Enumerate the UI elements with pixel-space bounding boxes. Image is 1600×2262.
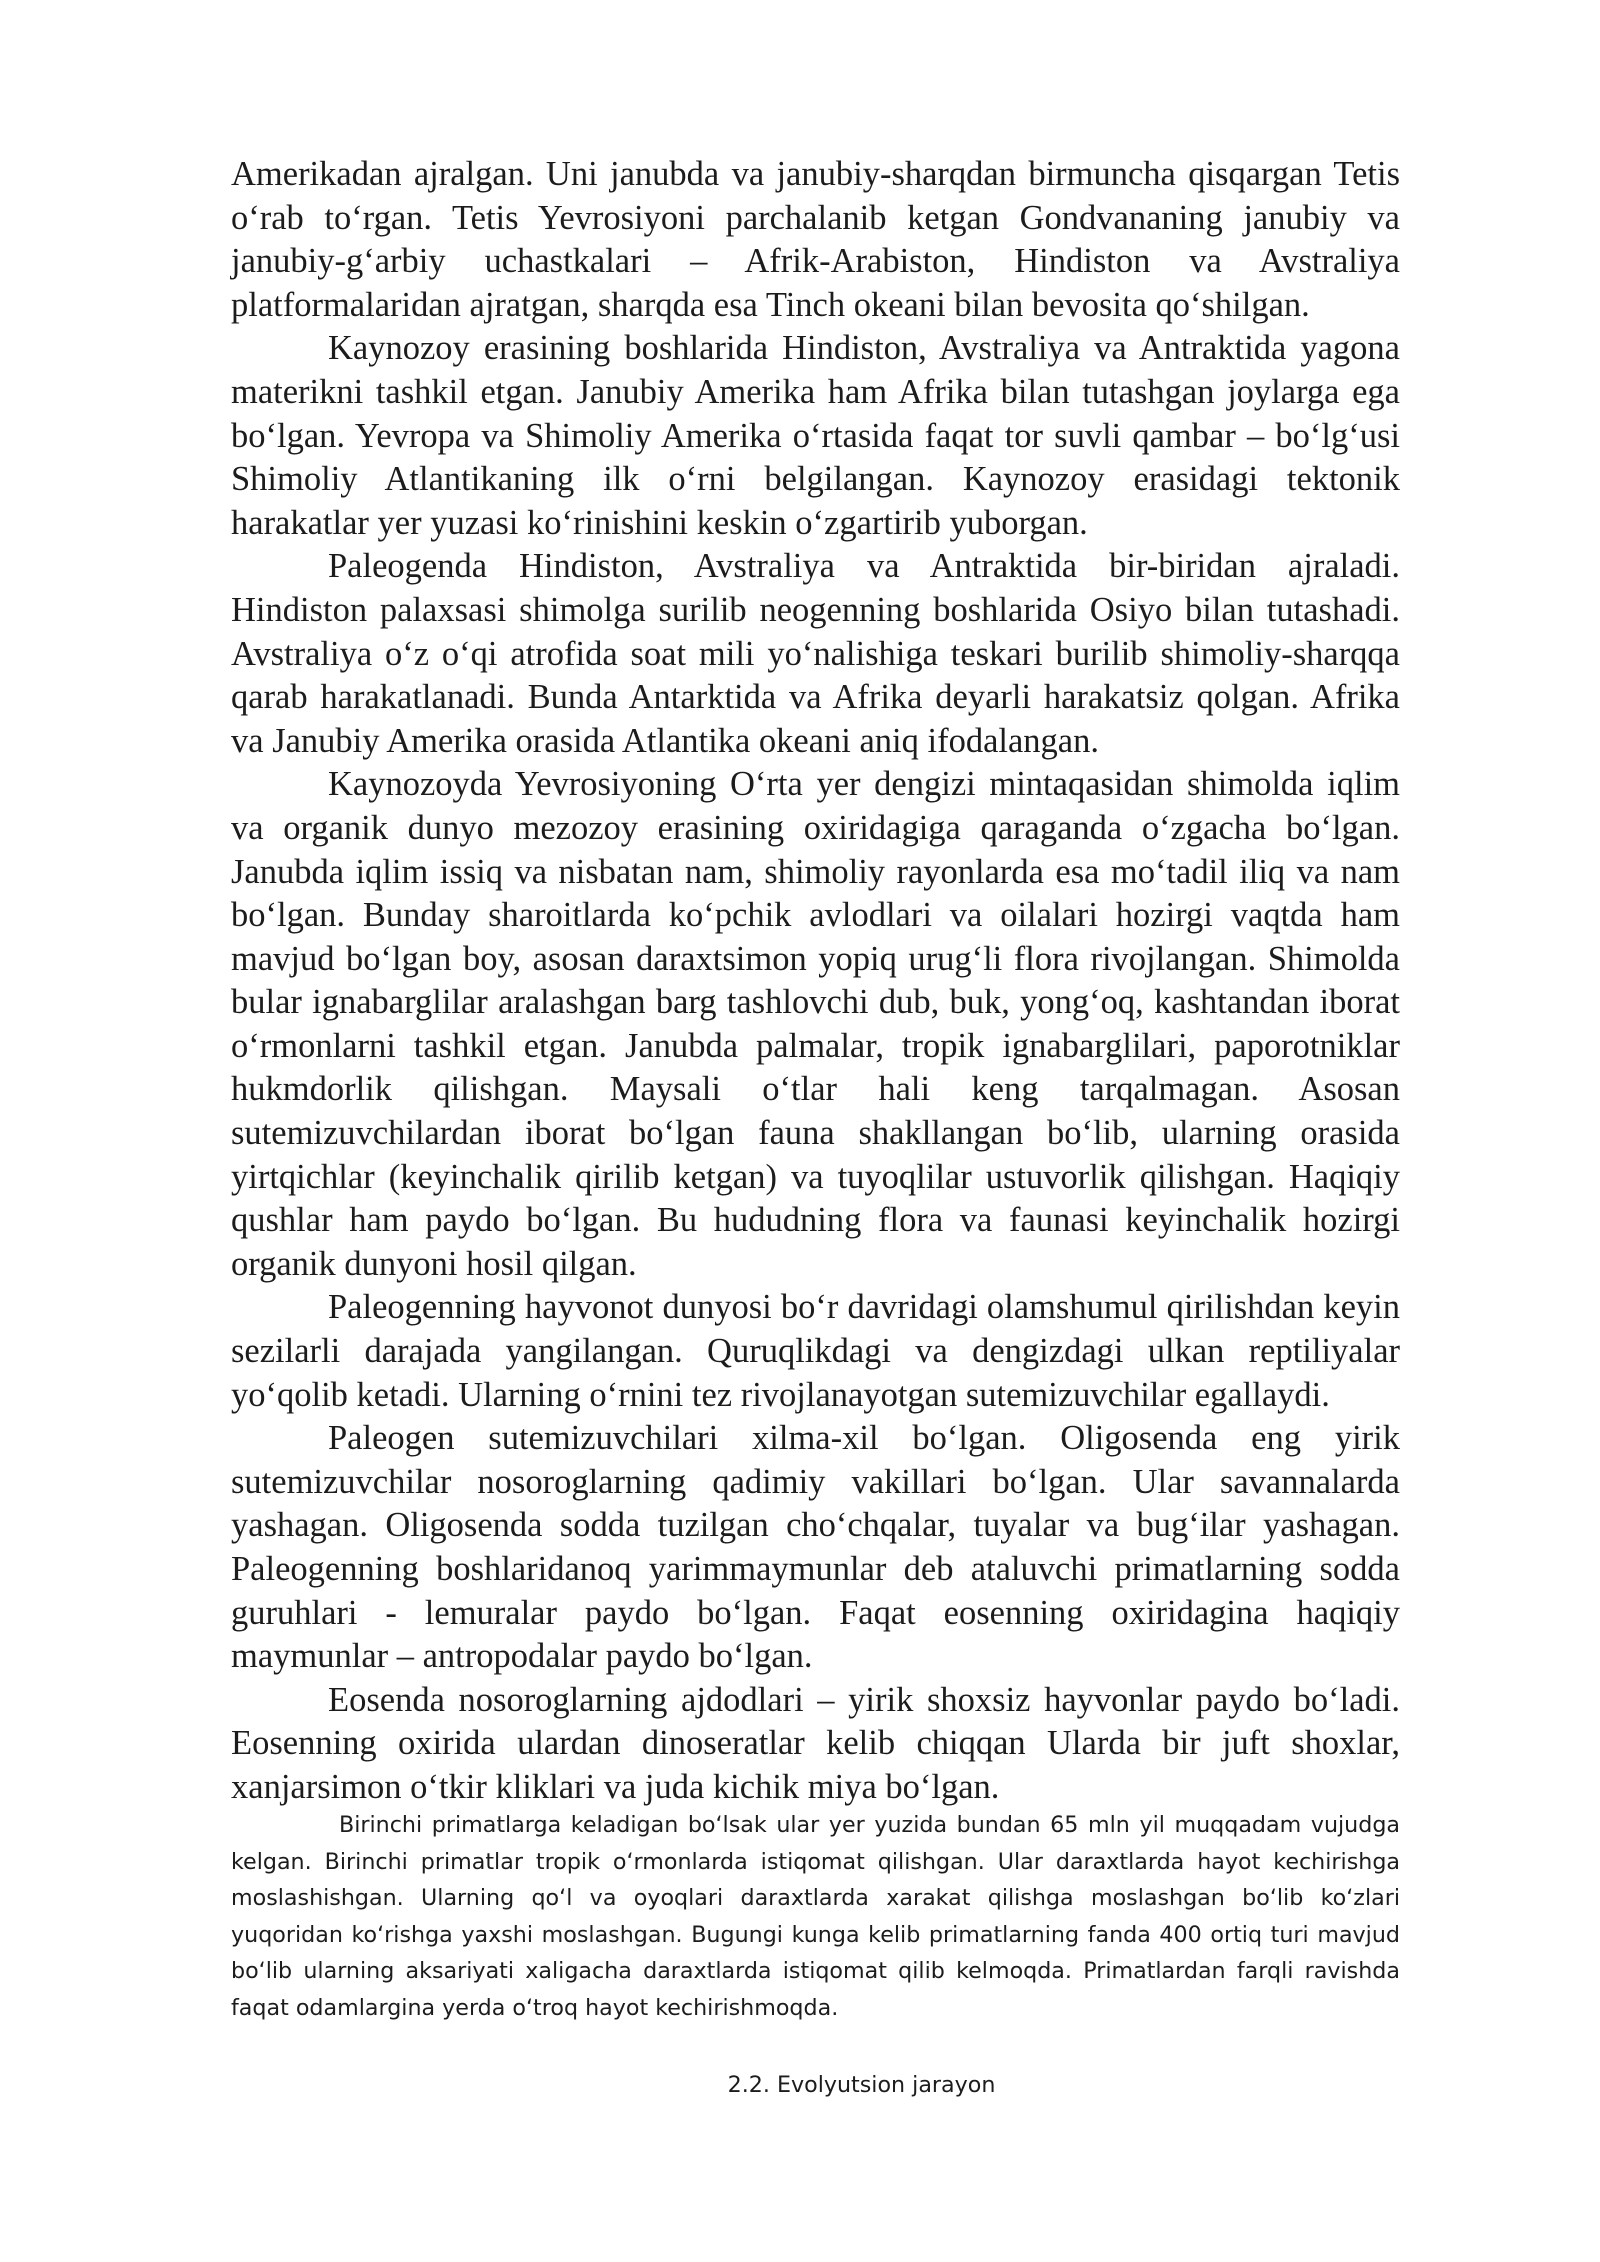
section-heading: 2.2. Evolyutsion jarayon xyxy=(727,2072,996,2098)
paragraph: Kaynozoyda Yevrosiyoning O‘rta yer dengizi mintaqasidan shimolda iqlim va organik dunyo mezozoy erasining oxiridagiga qaraganda o‘zgacha bo‘lgan. Janubda iqlim issiq va nisbatan nam, shimoliy rayonlarda esa mo‘tadil iliq va nam bo‘lgan. Bunday sharoitlarda ko‘pchik avlodlari va oilalari hozirgi vaqtda ham mavjud bo‘lgan boy, asosan daraxtsimon yopiq urug‘li flora rivojlangan. Shimolda bular ignabarglilar aralashgan barg tashlovchi dub, buk, yong‘oq, kashtandan iborat o‘rmonlarni tashkil etgan. Janubda palmalar, tropik ignabarglilari, paporotniklar hukmdorlik qilishgan. Maysali o‘tlar hali keng tarqalmagan. Asosan sutemizuvchilardan iborat bo‘lgan fauna shakllangan bo‘lib, ularning orasida yirtqichlar (keyinchalik qirilib ketgan) va tuyoqlilar ustuvorlik qilishgan. Haqiqiy qushlar ham paydo bo‘lgan. Bu hududning flora va faunasi keyinchalik hozirgi organik dunyoni hosil qilgan. xyxy=(231,765,1400,1283)
paragraph: Kaynozoy erasining boshlarida Hindiston, Avstraliya va Antraktida yagona materikni tashkil etgan. Janubiy Amerika ham Afrika bilan tutashgan joylarga ega bo‘lgan. Yevropa va Shimoliy Amerika o‘rtasida faqat tor suvli qambar – bo‘lg‘usi Shimoliy Atlantikaning ilk o‘rni belgilangan. Kaynozoy erasidagi tektonik harakatlar yer yuzasi ko‘rinishini keskin o‘zgartirib yuborgan. xyxy=(231,329,1400,542)
main-text-block xyxy=(231,153,1400,1810)
paragraph: Eosenda nosoroglarning ajdodlari – yirik shoxsiz hayvonlar paydo bo‘ladi. Eosenning oxirida ulardan dinoseratlar kelib chiqqan Ularda bir juft shoxlar, xanjarsimon o‘tkir kliklari va juda kichik miya bo‘lgan. xyxy=(231,1680,1400,1806)
paragraph: Amerikadan ajralgan. Uni janubda va janubiy-sharqdan birmuncha qisqargan Tetis o‘rab to‘rgan. Tetis Yevrosiyoni parchalanib ketgan Gondvananing janubiy va janubiy-g‘arbiy uchastkalari – Afrik-Arabiston, Hindiston va Avstraliya platformalaridan ajratgan, sharqda esa Tinch okeani bilan bevosita qo‘shilgan. xyxy=(231,155,1400,324)
small-paragraph: Birinchi primatlarga keladigan bo‘lsak ular yer yuzida bundan 65 mln yil muqqadam vujudga kelgan. Birinchi primatlar tropik o‘rmonlarda istiqomat qilishgan. Ular daraxtlarda hayot kechirishga moslashishgan. Ularning qo‘l va oyoqlari daraxtlarda xarakat qilishga moslashgan bo‘lib ko‘zlari yuqoridan ko‘rishga yaxshi moslashgan. Bugungi kunga kelib primatlarning fanda 400 ortiq turi mavjud bo‘lib ularning aksariyati xaligacha daraxtlarda istiqomat qilib kelmoqda. Primatlardan farqli ravishda faqat odamlargina yerda o‘troq hayot kechirishmoqda. xyxy=(231,1812,1400,2021)
paragraph: Paleogenda Hindiston, Avstraliya va Antraktida bir-biridan ajraladi. Hindiston palaxsasi shimolga surilib neogenning boshlarida Osiyo bilan tutashadi. Avstraliya o‘z o‘qi atrofida soat mili yo‘nalishiga teskari burilib shimoliy-sharqqa qarab harakatlanadi. Bunda Antarktida va Afrika deyarli harakatsiz qolgan. Afrika va Janubiy Amerika orasida Atlantika okeani aniq ifodalangan. xyxy=(231,547,1400,760)
paragraph: Paleogenning hayvonot dunyosi bo‘r davridagi olamshumul qirilishdan keyin sezilarli darajada yangilangan. Quruqlikdagi va dengizdagi ulkan reptiliyalar yo‘qolib ketadi. Ularning o‘rnini tez rivojlanayotgan sutemizuvchilar egallaydi. xyxy=(231,1288,1400,1414)
paragraph: Paleogen sutemizuvchilari xilma-xil bo‘lgan. Oligosenda eng yirik sutemizuvchilar nosoroglarning qadimiy vakillari bo‘lgan. Ular savannalarda yashagan. Oligosenda sodda tuzilgan cho‘chqalar, tuyalar va bug‘ilar yashagan. Paleogenning boshlaridanoq yarimmaymunlar deb ataluvchi primatlarning sodda guruhlari - lemuralar paydo bo‘lgan. Faqat eosenning oxiridagina haqiqiy maymunlar – antropodalar paydo bo‘lgan. xyxy=(231,1419,1400,1676)
